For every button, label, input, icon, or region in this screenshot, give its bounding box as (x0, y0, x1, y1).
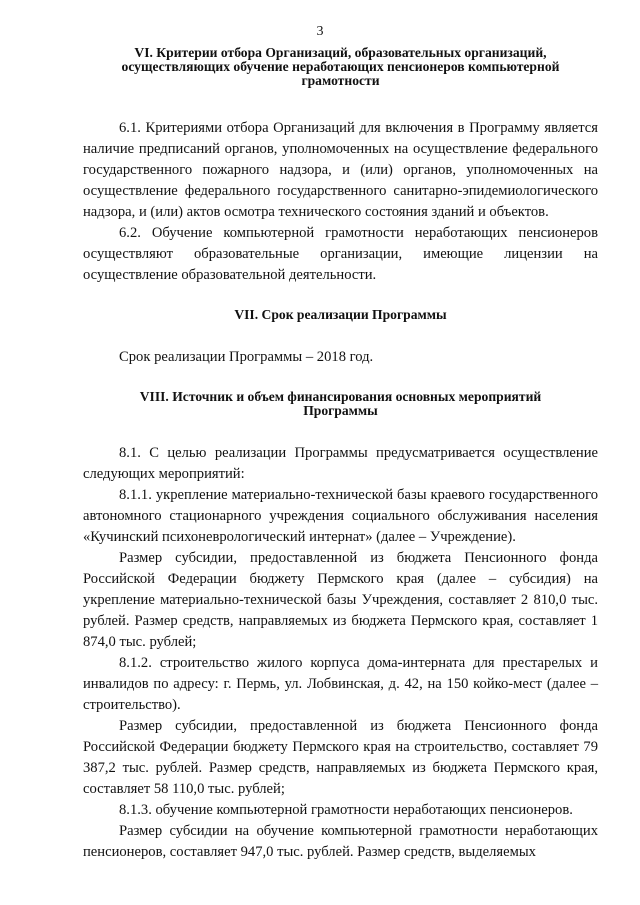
spacer (83, 322, 598, 347)
page-number: 3 (316, 24, 324, 39)
document-body (83, 46, 598, 863)
section-8-heading-line-1: VIII. Источник и объем финансирования основных мероприятий (139, 389, 542, 404)
section-7-heading (83, 308, 598, 322)
paragraph-8-1-1-subsidy: Размер субсидии, предоставленной из бюджета Пенсионного фонда Российской Федерации бюджету Пермского края (далее – субсидия) на укрепление материально-технической базы Учреждения, составляет 2 810,0 тыс. рублей. Размер средств, направляемых из бюджета Пермского края, составляет 1 874,0 тыс. рублей; (83, 550, 598, 650)
paragraph-8-1-3: 8.1.3. обучение компьютерной грамотности неработающих пенсионеров. (119, 802, 573, 818)
spacer (83, 418, 598, 443)
paragraph-8-1-3-subsidy: Размер субсидии на обучение компьютерной грамотности неработающих пенсионеров, составляет 947,0 тыс. рублей. Размер средств, выделяемых (83, 823, 598, 860)
spacer (83, 368, 598, 390)
paragraph-8-1-2: 8.1.2. строительство жилого корпуса дома-интерната для престарелых и инвалидов по адресу: г. Пермь, ул. Лобвинская, д. 42, на 150 койко-мест (далее – строительство). (83, 655, 598, 713)
section-6-heading-line-2: осуществляющих обучение неработающих пенсионеров компьютерной (121, 59, 560, 74)
section-8-heading-line-2: Программы (303, 403, 378, 418)
section-7-heading-line-1: VII. Срок реализации Программы (234, 307, 447, 322)
spacer (83, 286, 598, 308)
paragraph-7-1: Срок реализации Программы – 2018 год. (119, 349, 374, 365)
section-6-heading-line-1: VI. Критерии отбора Организаций, образовательных организаций, (134, 45, 547, 60)
paragraph-8-1-1: 8.1.1. укрепление материально-технической базы краевого государственного автономного стационарного учреждения социального обслуживания населения «Кучинский психоневрологический интернат» (далее – Учреждение). (83, 487, 598, 545)
section-6-heading-line-3: грамотности (301, 73, 380, 88)
paragraph-6-2: 6.2. Обучение компьютерной грамотности неработающих пенсионеров осуществляют образовательные организации, имеющие лицензии на осуществление образовательной деятельности. (83, 225, 598, 283)
paragraph-8-1: 8.1. С целью реализации Программы предусматривается осуществление следующих мероприятий: (83, 445, 598, 482)
spacer (83, 88, 598, 118)
section-8-heading (83, 390, 598, 418)
paragraph-8-1-2-subsidy: Размер субсидии, предоставленной из бюджета Пенсионного фонда Российской Федерации бюджету Пермского края на строительство, составляет 79 387,2 тыс. рублей. Размер средств, направляемых из бюджета Пермского края, составляет 58 110,0 тыс. рублей; (83, 718, 598, 797)
paragraph-6-1: 6.1. Критериями отбора Организаций для включения в Программу является наличие предписаний органов, уполномоченных на осуществление федерального государственного пожарного надзора, и (или) органов, уполномоченных на осуществление федерального государственного санитарно-эпидемиологического надзора, и (или) актов осмотра технического состояния зданий и объектов. (83, 120, 598, 220)
section-6-heading (83, 46, 598, 88)
